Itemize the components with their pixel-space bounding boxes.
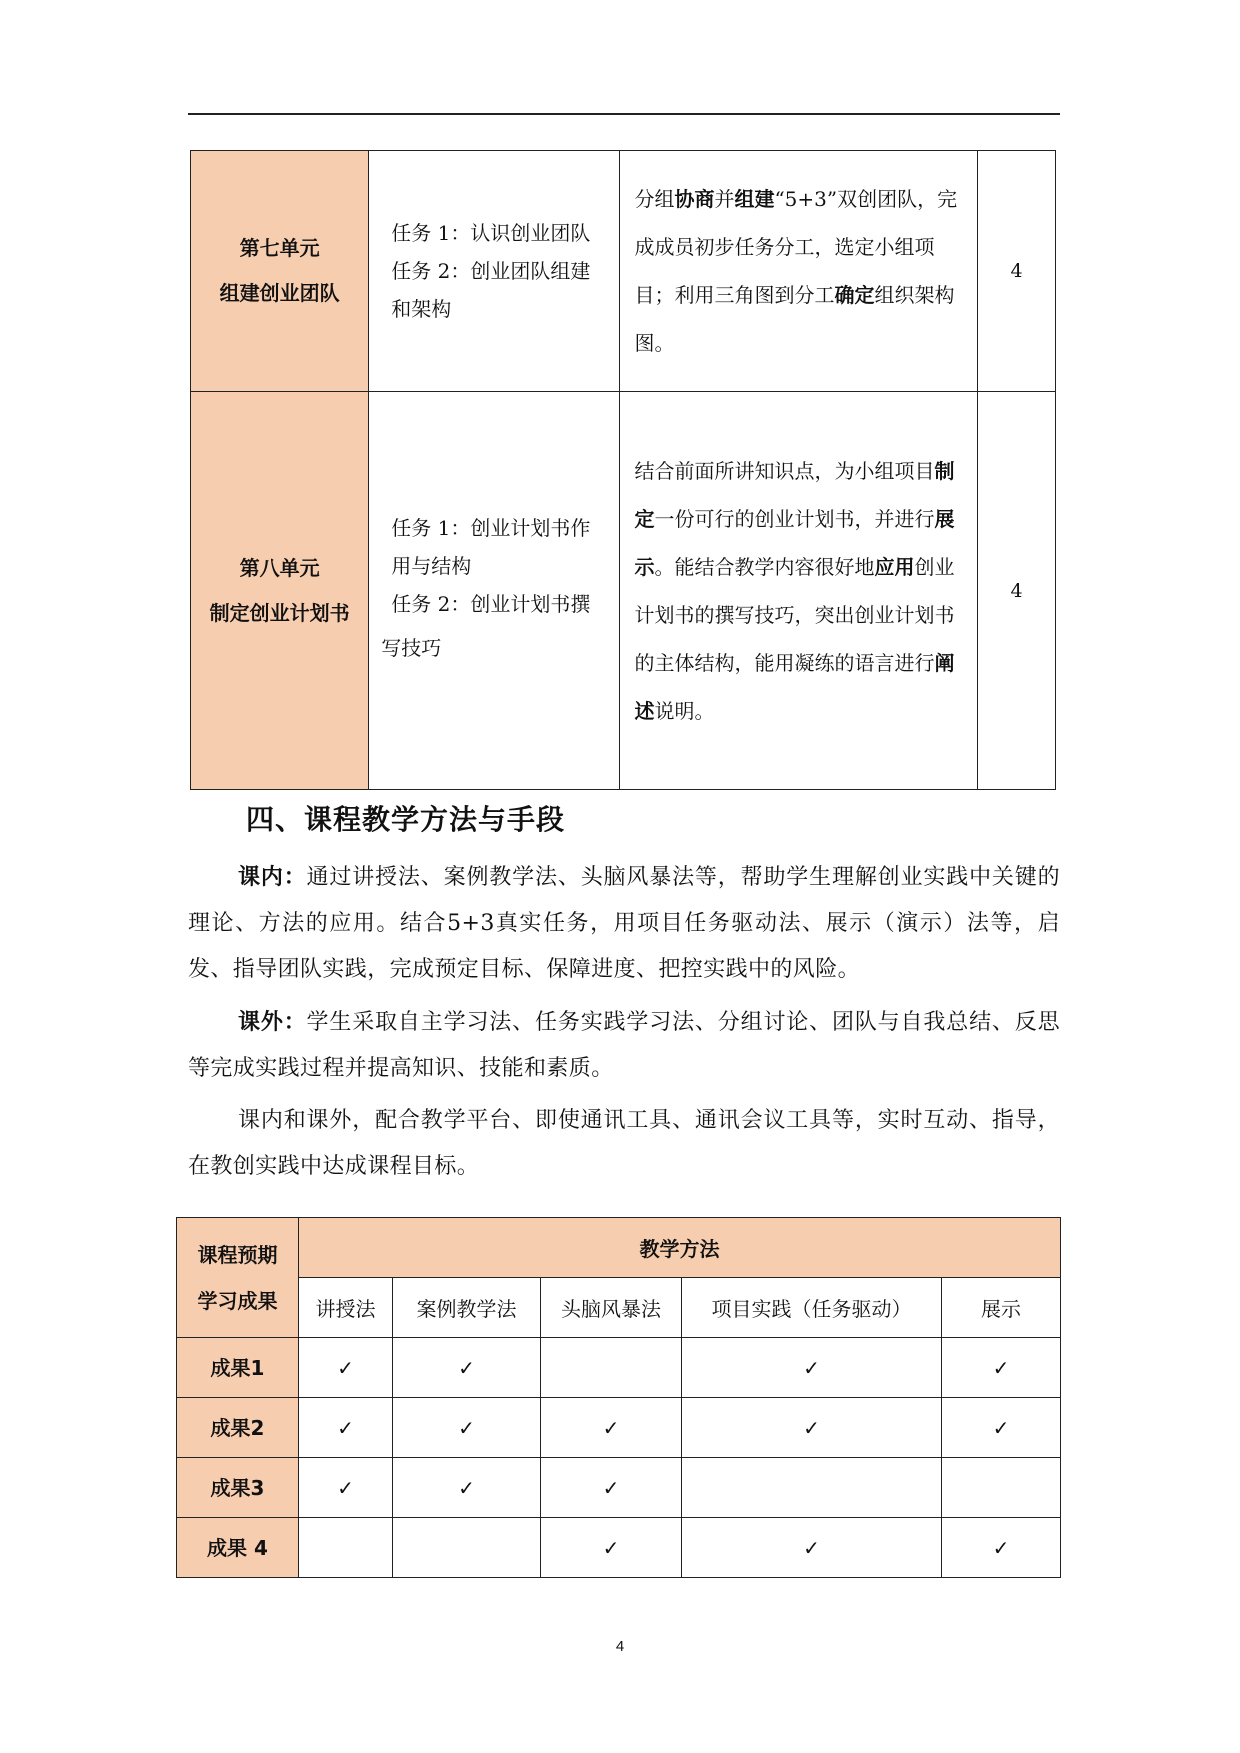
table-row — [191, 392, 1056, 790]
methods-table — [176, 1217, 1061, 1578]
table-header-row — [177, 1218, 1061, 1278]
corner-header — [177, 1218, 299, 1338]
emphasis-text: 应用 — [874, 554, 915, 579]
description-text: 组织架构图。 — [634, 283, 955, 355]
paragraph-text: 学生采取自主学习法、任务实践学习法、分组讨论、团队与自我总结、反思等完成实践过程并提高知识、技能和素质。 — [188, 1010, 1061, 1081]
check-icon: ✓ — [541, 1398, 682, 1458]
check-icon: ✓ — [299, 1398, 393, 1458]
description-text: 并 — [714, 187, 735, 211]
unit-description — [620, 392, 978, 790]
group-header: 教学方法 — [299, 1218, 1061, 1278]
column-header: 头脑风暴法 — [541, 1278, 682, 1338]
emphasis-text: 协商 — [674, 187, 715, 211]
unit-topic: 制定创业计划书 — [209, 600, 350, 625]
unit-table — [190, 150, 1056, 790]
paragraph-in-class — [188, 855, 1060, 993]
description-text: 创业计划书的撰写技巧，突出创业计划书的主体结构，能用凝练的语言进行 — [634, 554, 955, 675]
emphasis-text: 制定 — [634, 458, 955, 531]
unit-label: 第七单元 — [239, 236, 320, 260]
empty-cell — [299, 1518, 393, 1578]
paragraph-label: 课内： — [238, 865, 307, 890]
check-icon: ✓ — [942, 1518, 1061, 1578]
check-icon: ✓ — [942, 1398, 1061, 1458]
table-row — [191, 151, 1056, 392]
check-icon: ✓ — [393, 1338, 541, 1398]
column-header: 案例教学法 — [393, 1278, 541, 1338]
outcome-label: 成果1 — [177, 1338, 299, 1398]
unit-cell — [191, 392, 369, 790]
check-icon: ✓ — [393, 1458, 541, 1518]
unit-cell — [191, 151, 369, 392]
table-row — [177, 1338, 1061, 1398]
empty-cell — [942, 1458, 1061, 1518]
outcome-label: 成果3 — [177, 1458, 299, 1518]
page-number: 4 — [615, 1638, 625, 1655]
tasks-cell — [369, 392, 620, 790]
emphasis-text: 组建 — [734, 187, 775, 211]
paragraph-label: 课外： — [238, 1010, 307, 1035]
check-icon: ✓ — [541, 1458, 682, 1518]
table-row — [177, 1518, 1061, 1578]
check-icon: ✓ — [299, 1458, 393, 1518]
table-row — [177, 1398, 1061, 1458]
task-line: 任务 1：创业计划书作 — [391, 515, 591, 540]
check-icon: ✓ — [299, 1338, 393, 1398]
check-icon: ✓ — [682, 1518, 942, 1578]
emphasis-text: 展示 — [634, 506, 955, 579]
check-icon: ✓ — [682, 1338, 942, 1398]
check-icon: ✓ — [541, 1518, 682, 1578]
unit-description — [620, 151, 978, 392]
emphasis-text: 阐述 — [634, 650, 955, 723]
outcome-label: 成果2 — [177, 1398, 299, 1458]
corner-line: 课程预期 — [197, 1242, 278, 1267]
empty-cell — [541, 1338, 682, 1398]
task-line-cont: 写技巧 — [381, 635, 442, 660]
paragraph-text: 通过讲授法、案例教学法、头脑风暴法等，帮助学生理解创业实践中关键的理论、方法的应用。结合5+3真实任务，用项目任务驱动法、展示（演示）法等，启发、指导团队实践，完成预定目标、保障进度、把控实践中的风险。 — [188, 865, 1061, 982]
description-text: 说明。 — [654, 698, 715, 723]
task-line: 任务 2：创业团队组建 — [391, 259, 591, 283]
check-icon: ✓ — [393, 1398, 541, 1458]
methods-body — [177, 1338, 1061, 1578]
header-rule — [188, 113, 1060, 115]
unit-label: 第八单元 — [239, 555, 320, 580]
task-line-cont: 用与结构 — [391, 553, 472, 578]
hours-cell: 4 — [977, 392, 1055, 790]
column-header: 展示 — [942, 1278, 1061, 1338]
column-header: 项目实践（任务驱动） — [682, 1278, 942, 1338]
description-text: “5+3”双创团队，完成成员初步任务分工，选定小组项目；利用三角图到分工 — [634, 187, 958, 307]
description-text: 。能结合教学内容很好地 — [654, 554, 875, 579]
paragraph-summary: 课内和课外，配合教学平台、即使通讯工具、通讯会议工具等，实时互动、指导，在教创实践中达成课程目标。 — [188, 1108, 1060, 1179]
paragraph-after-class — [188, 1000, 1060, 1092]
outcome-label: 成果 4 — [177, 1518, 299, 1578]
task-line-cont: 和架构 — [391, 297, 452, 321]
hours-cell: 4 — [977, 151, 1055, 392]
description-text: 一份可行的创业计划书，并进行 — [654, 506, 935, 531]
description-text: 分组 — [634, 187, 675, 211]
check-icon: ✓ — [942, 1338, 1061, 1398]
empty-cell — [682, 1458, 942, 1518]
table-row — [177, 1458, 1061, 1518]
emphasis-text: 确定 — [834, 283, 875, 307]
section-heading: 四、课程教学方法与手段 — [246, 803, 566, 836]
check-icon: ✓ — [682, 1398, 942, 1458]
task-line: 任务 2：创业计划书撰 — [391, 591, 591, 616]
task-line: 任务 1：认识创业团队 — [391, 221, 591, 245]
empty-cell — [393, 1518, 541, 1578]
corner-line: 学习成果 — [197, 1288, 278, 1313]
column-header: 讲授法 — [299, 1278, 393, 1338]
unit-topic: 组建创业团队 — [219, 281, 340, 305]
table-header-row — [177, 1278, 1061, 1338]
tasks-cell — [369, 151, 620, 392]
description-text: 结合前面所讲知识点，为小组项目 — [634, 458, 935, 483]
